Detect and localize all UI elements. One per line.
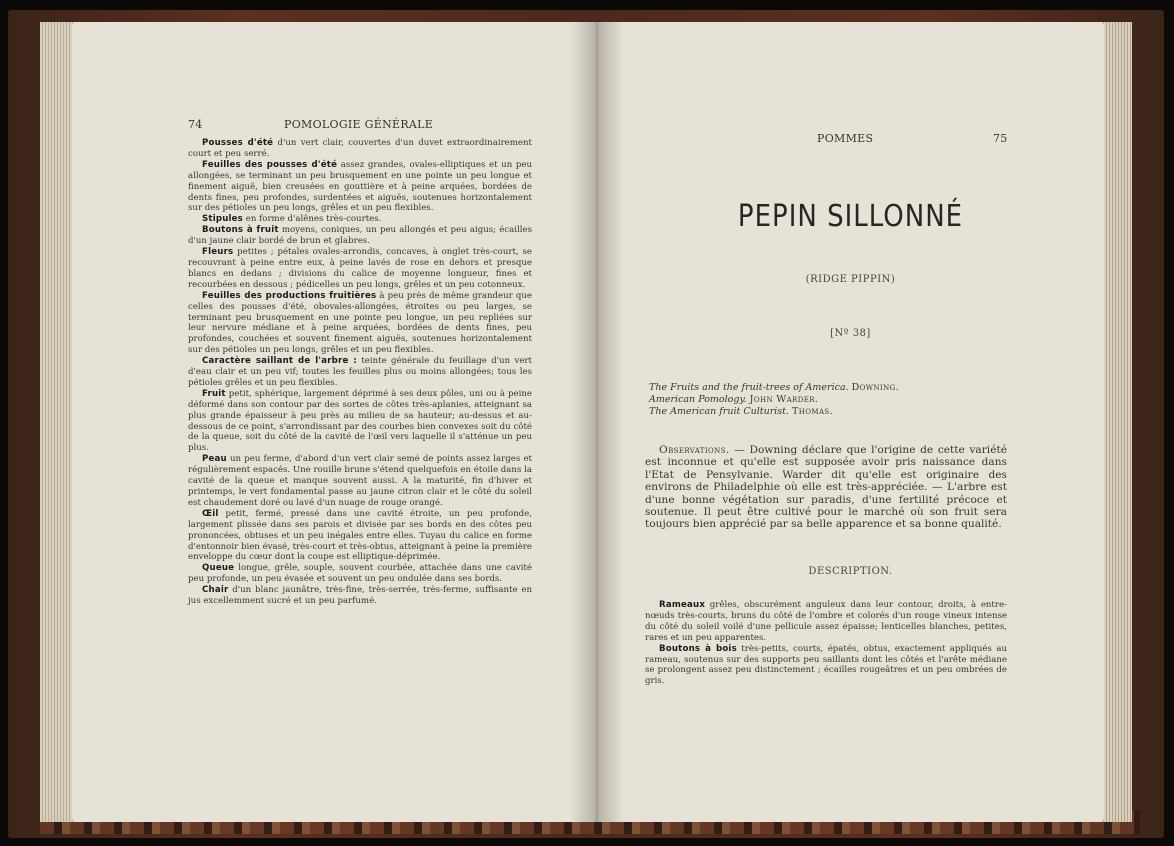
reference-work: The Fruits and the fruit-trees of America. (649, 382, 852, 393)
reference-author: Thomas. (792, 406, 834, 417)
left-paragraph (188, 454, 532, 509)
reference-author: Downing. (851, 382, 900, 393)
left-paragraph (188, 356, 532, 389)
left-paragraph-text: longue, grêle, souple, souvent courbée, attachée dans une cavité peu profonde, un peu évasée et souvent un peu ondulée dans ses bords. (188, 563, 532, 585)
left-body-text (188, 138, 532, 607)
variety-subtitle: (RIDGE PIPPIN) (805, 274, 896, 285)
left-page (72, 22, 597, 822)
left-paragraph (188, 563, 532, 585)
left-paragraph-lead: Peau (202, 454, 227, 465)
references-list (649, 382, 899, 418)
left-paragraph (188, 214, 532, 225)
left-paragraph-lead: Fleurs (202, 247, 234, 258)
left-paragraph (188, 138, 532, 160)
right-running-head: POMMES (817, 132, 874, 145)
left-paragraph (188, 247, 532, 291)
variety-title: PEPIN SILLONNÉ (737, 199, 964, 235)
description-paragraph (645, 644, 1007, 688)
reference-work: American Pomology. (649, 394, 750, 405)
left-paragraph (188, 160, 532, 215)
description-paragraph-text: très-petits, courts, épatés, obtus, exactement appliqués au rameau, soutenus sur des supports peu saillants dont les côtés et l'arête médiane se prolongent assez peu distinctement ; écailles rougeâtres et un peu ombrées de gris. (645, 643, 1007, 687)
reference-item (649, 394, 899, 406)
left-paragraph-text: petit, sphérique, largement déprimé à ses deux pôles, uni ou à peine déformé dans son contour par des sortes de côtes très-aplanies, atteignant sa plus grande épaisseur à peu près au milieu de sa hauteur; au-dessus et au-dessous de ce point, s'arrondissant par des courbes bien convexes soit du côté de la queue, soit du côté de la cavité de l'œil vers laquelle il s'atténue un peu plus. (188, 388, 532, 454)
left-paragraph (188, 389, 532, 454)
left-paragraph-lead: Œil (202, 508, 219, 519)
left-paragraph-lead: Pousses d'été (202, 138, 274, 148)
observations-lead: Observations. (659, 444, 730, 456)
observations-text: — Downing déclare que l'origine de cette variété est inconnue et qu'elle est supposée avoir pris naissance dans l'Etat de Pensylvanie. Warder dit qu'elle est originaire des environs de Philadelphie où elle est très-appréciée. — L'arbre est d'une bonne végétation sur paradis, d'une fertilité précoce et soutenue. Il peut être cultivé pour le marché où son fruit sera toujours bien apprécié par sa belle apparence et sa bonne qualité. (645, 444, 1007, 531)
left-paragraph-lead: Caractère saillant de l'arbre : (202, 356, 357, 367)
left-paragraph-text: petites ; pétales ovales-arrondis, concaves, à onglet très-court, se recouvrant à peine entre eux, à peine lavés de rose en dehors et presque blancs en dedans ; divisions du calice de moyenne longueur, fines et recourbées en dessous ; pédicelles un peu longs, grêles et un peu cotonneux. (188, 247, 532, 290)
left-paragraph-lead: Fruit (202, 388, 226, 399)
left-paragraph (188, 585, 532, 607)
left-paragraph-text: à peu près de même grandeur que celles des pousses d'été, obovales-allongées, étroites ou peu larges, se terminant peu brusquement en une pointe peu longue, un peu repliées sur leur nervure médiane et à peine arquées, bordées de dents fines, peu profondes, couchées et souvent finement aiguës, soutenues horizontalement sur des pétioles un peu longs, grêles et un peu flexibles. (188, 290, 532, 356)
left-paragraph (188, 291, 532, 356)
reference-author: John Warder. (749, 394, 819, 405)
left-paragraph-text: petit, fermé, pressé dans une cavité étroite, un peu profonde, largement plissée dans ses parois et divisée par ses bords en des côtes peu prononcées, obtuses et un peu inégales entre elles. Tuyau du calice en forme d'entonnoir bien évasé, très-court et très-obtus, atteignant à peine la première enveloppe du cœur dont la coupe est elliptique-déprimée. (188, 508, 532, 563)
left-paragraph-text: teinte générale du feuillage d'un vert d'eau clair et un peu vif; toutes les feuilles plus ou moins allongées; tous les pétioles grêles et un peu flexibles. (188, 356, 532, 388)
left-paragraph-text: en forme d'alênes très-courtes. (243, 214, 382, 225)
description-paragraph-lead: Boutons à bois (659, 643, 737, 654)
left-paragraph-text: un peu ferme, d'abord d'un vert clair semé de points assez larges et régulièrement espacés. Une rouille brune s'étend quelquefois en étoile dans la cavité de la queue et manque souvent aussi. A la maturité, fin d'hiver et printemps, le vert fondamental passe au jaune citron clair et le côté du soleil est chaudement doré ou lavé d'un nuage de rouge orangé. (188, 454, 532, 508)
left-paragraph-lead: Chair (202, 585, 229, 596)
left-page-number: 74 (188, 118, 203, 131)
description-paragraph (645, 600, 1007, 644)
left-paragraph-text: moyens, coniques, un peu allongés et peu aigus; écailles d'un jaune clair bordé de brun et glabres. (188, 225, 533, 247)
left-paragraph (188, 225, 532, 247)
reference-work: The American fruit Culturist. (649, 406, 793, 417)
left-paragraph-lead: Feuilles des pousses d'été (202, 159, 338, 170)
left-paragraph-text: assez grandes, ovales-elliptiques et un peu allongées, se terminant un peu brusquement en une pointe un peu longue et finement aiguë, bien creusées en gouttière et à peine arquées, bordées de dents fines, peu profondes, surdentées et aiguës, soutenues horizontalement sur des pétioles un peu longs, grêles et un peu flexibles. (188, 159, 532, 214)
right-page (597, 22, 1104, 822)
book-gutter (570, 22, 624, 822)
left-paragraph-text: d'un vert clair, couvertes d'un duvet extraordinairement court et peu serré. (188, 138, 532, 159)
left-paragraph-lead: Stipules (202, 214, 244, 225)
left-paragraph-lead: Boutons à fruit (202, 225, 279, 236)
reference-item (649, 382, 899, 394)
left-running-head: POMOLOGIE GÉNÉRALE (284, 118, 434, 131)
description-paragraph-text: grêles, obscurément anguleux dans leur contour, droits, à entre-nœuds très-courts, bruns du côté de l'ombre et colorés d'un rouge vineux intense du côté du soleil voilé d'une pellicule assez épaisse; lenticelles blanches, petites, rares et un peu apparentes. (645, 600, 1007, 643)
left-paragraph-text: d'un blanc jaunâtre, très-fine, très-serrée, très-ferme, suffisante en jus excellemment sucré et un peu parfumé. (188, 585, 532, 607)
left-paragraph-lead: Feuilles des productions fruitières (202, 290, 377, 301)
variety-number: [Nº 38] (830, 328, 871, 339)
right-page-number: 75 (993, 132, 1008, 145)
description-paragraph-lead: Rameaux (659, 600, 706, 610)
reference-item (649, 406, 899, 418)
description-body (645, 600, 1007, 687)
observations (645, 444, 1007, 531)
left-paragraph-lead: Queue (202, 563, 235, 574)
section-heading: DESCRIPTION. (808, 566, 893, 577)
left-paragraph (188, 509, 532, 564)
